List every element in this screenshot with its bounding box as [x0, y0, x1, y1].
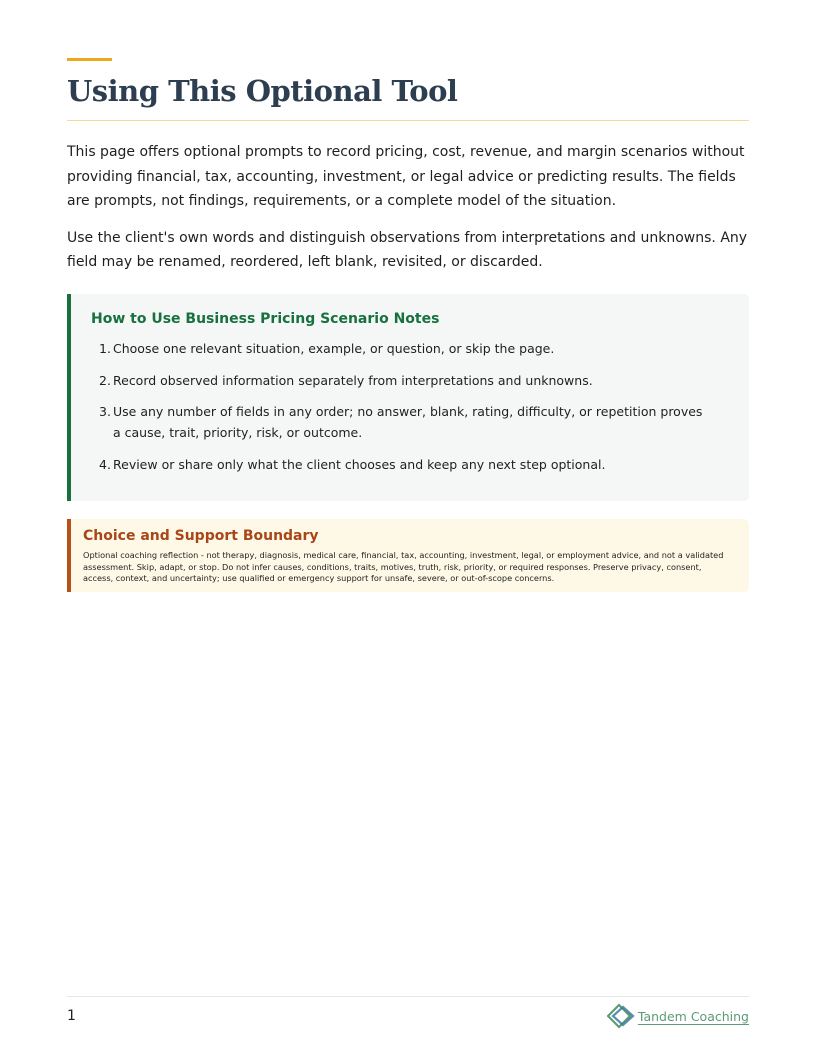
- document-page: [67, 0, 749, 1056]
- boundary-title: Choice and Support Boundary: [83, 528, 319, 544]
- title-divider: [67, 120, 749, 121]
- step-text: Record observed information separately from interpretations and unknowns.: [113, 372, 593, 388]
- list-item: [99, 401, 713, 443]
- step-text: Review or share only what the client chooses and keep any next step optional.: [113, 456, 606, 472]
- title-accent-bar: [67, 58, 112, 61]
- intro-section: [67, 140, 749, 287]
- brand-name: Tandem Coaching: [637, 1008, 749, 1024]
- step-number: 3.: [99, 404, 111, 419]
- list-item: [99, 338, 713, 359]
- intro-paragraph-2: Use the client's own words and distinguish observations from interpretations and unknowns. Any field may be renamed, reordered, left blank, revisited, or discarded.: [67, 229, 748, 270]
- step-number: 1.: [99, 341, 111, 356]
- boundary-text: Optional coaching reflection - not therapy, diagnosis, medical care, financial, tax, accounting, investment, legal, or employment advice, and not a validated assessment. Skip, adapt, or stop. Do not infer causes, conditions, traits, motives, truth, risk, priority, or required responses. Preserve privacy, consent, access, context, and uncertainty; use qualified or emergency support for unsafe, severe, or out-of-scope concerns.: [83, 550, 724, 583]
- tandem-diamond-logo-icon: [607, 1003, 635, 1029]
- intro-paragraph-1: This page offers optional prompts to record pricing, cost, revenue, and margin scenarios without providing financial, tax, accounting, investment, or legal advice or predicting results. The fields are prompts, not findings, requirements, or a complete model of the situation.: [67, 144, 745, 209]
- how-to-callout: [67, 294, 749, 501]
- footer-divider: [67, 996, 749, 997]
- support-boundary-callout: [67, 519, 749, 592]
- list-item: [99, 370, 713, 391]
- page-number: 1: [67, 1008, 76, 1024]
- how-to-steps-list: [99, 338, 713, 485]
- page-title: Using This Optional Tool: [67, 74, 458, 108]
- list-item: [99, 454, 713, 475]
- step-text: Choose one relevant situation, example, or question, or skip the page.: [113, 341, 555, 356]
- brand-logo: [607, 1003, 749, 1029]
- step-number: 2.: [99, 372, 111, 388]
- how-to-title: How to Use Business Pricing Scenario Notes: [91, 311, 440, 327]
- step-text: Use any number of fields in any order; no answer, blank, rating, difficulty, or repetition proves a cause, trait, priority, risk, or outcome.: [113, 404, 703, 440]
- step-number: 4.: [99, 456, 111, 472]
